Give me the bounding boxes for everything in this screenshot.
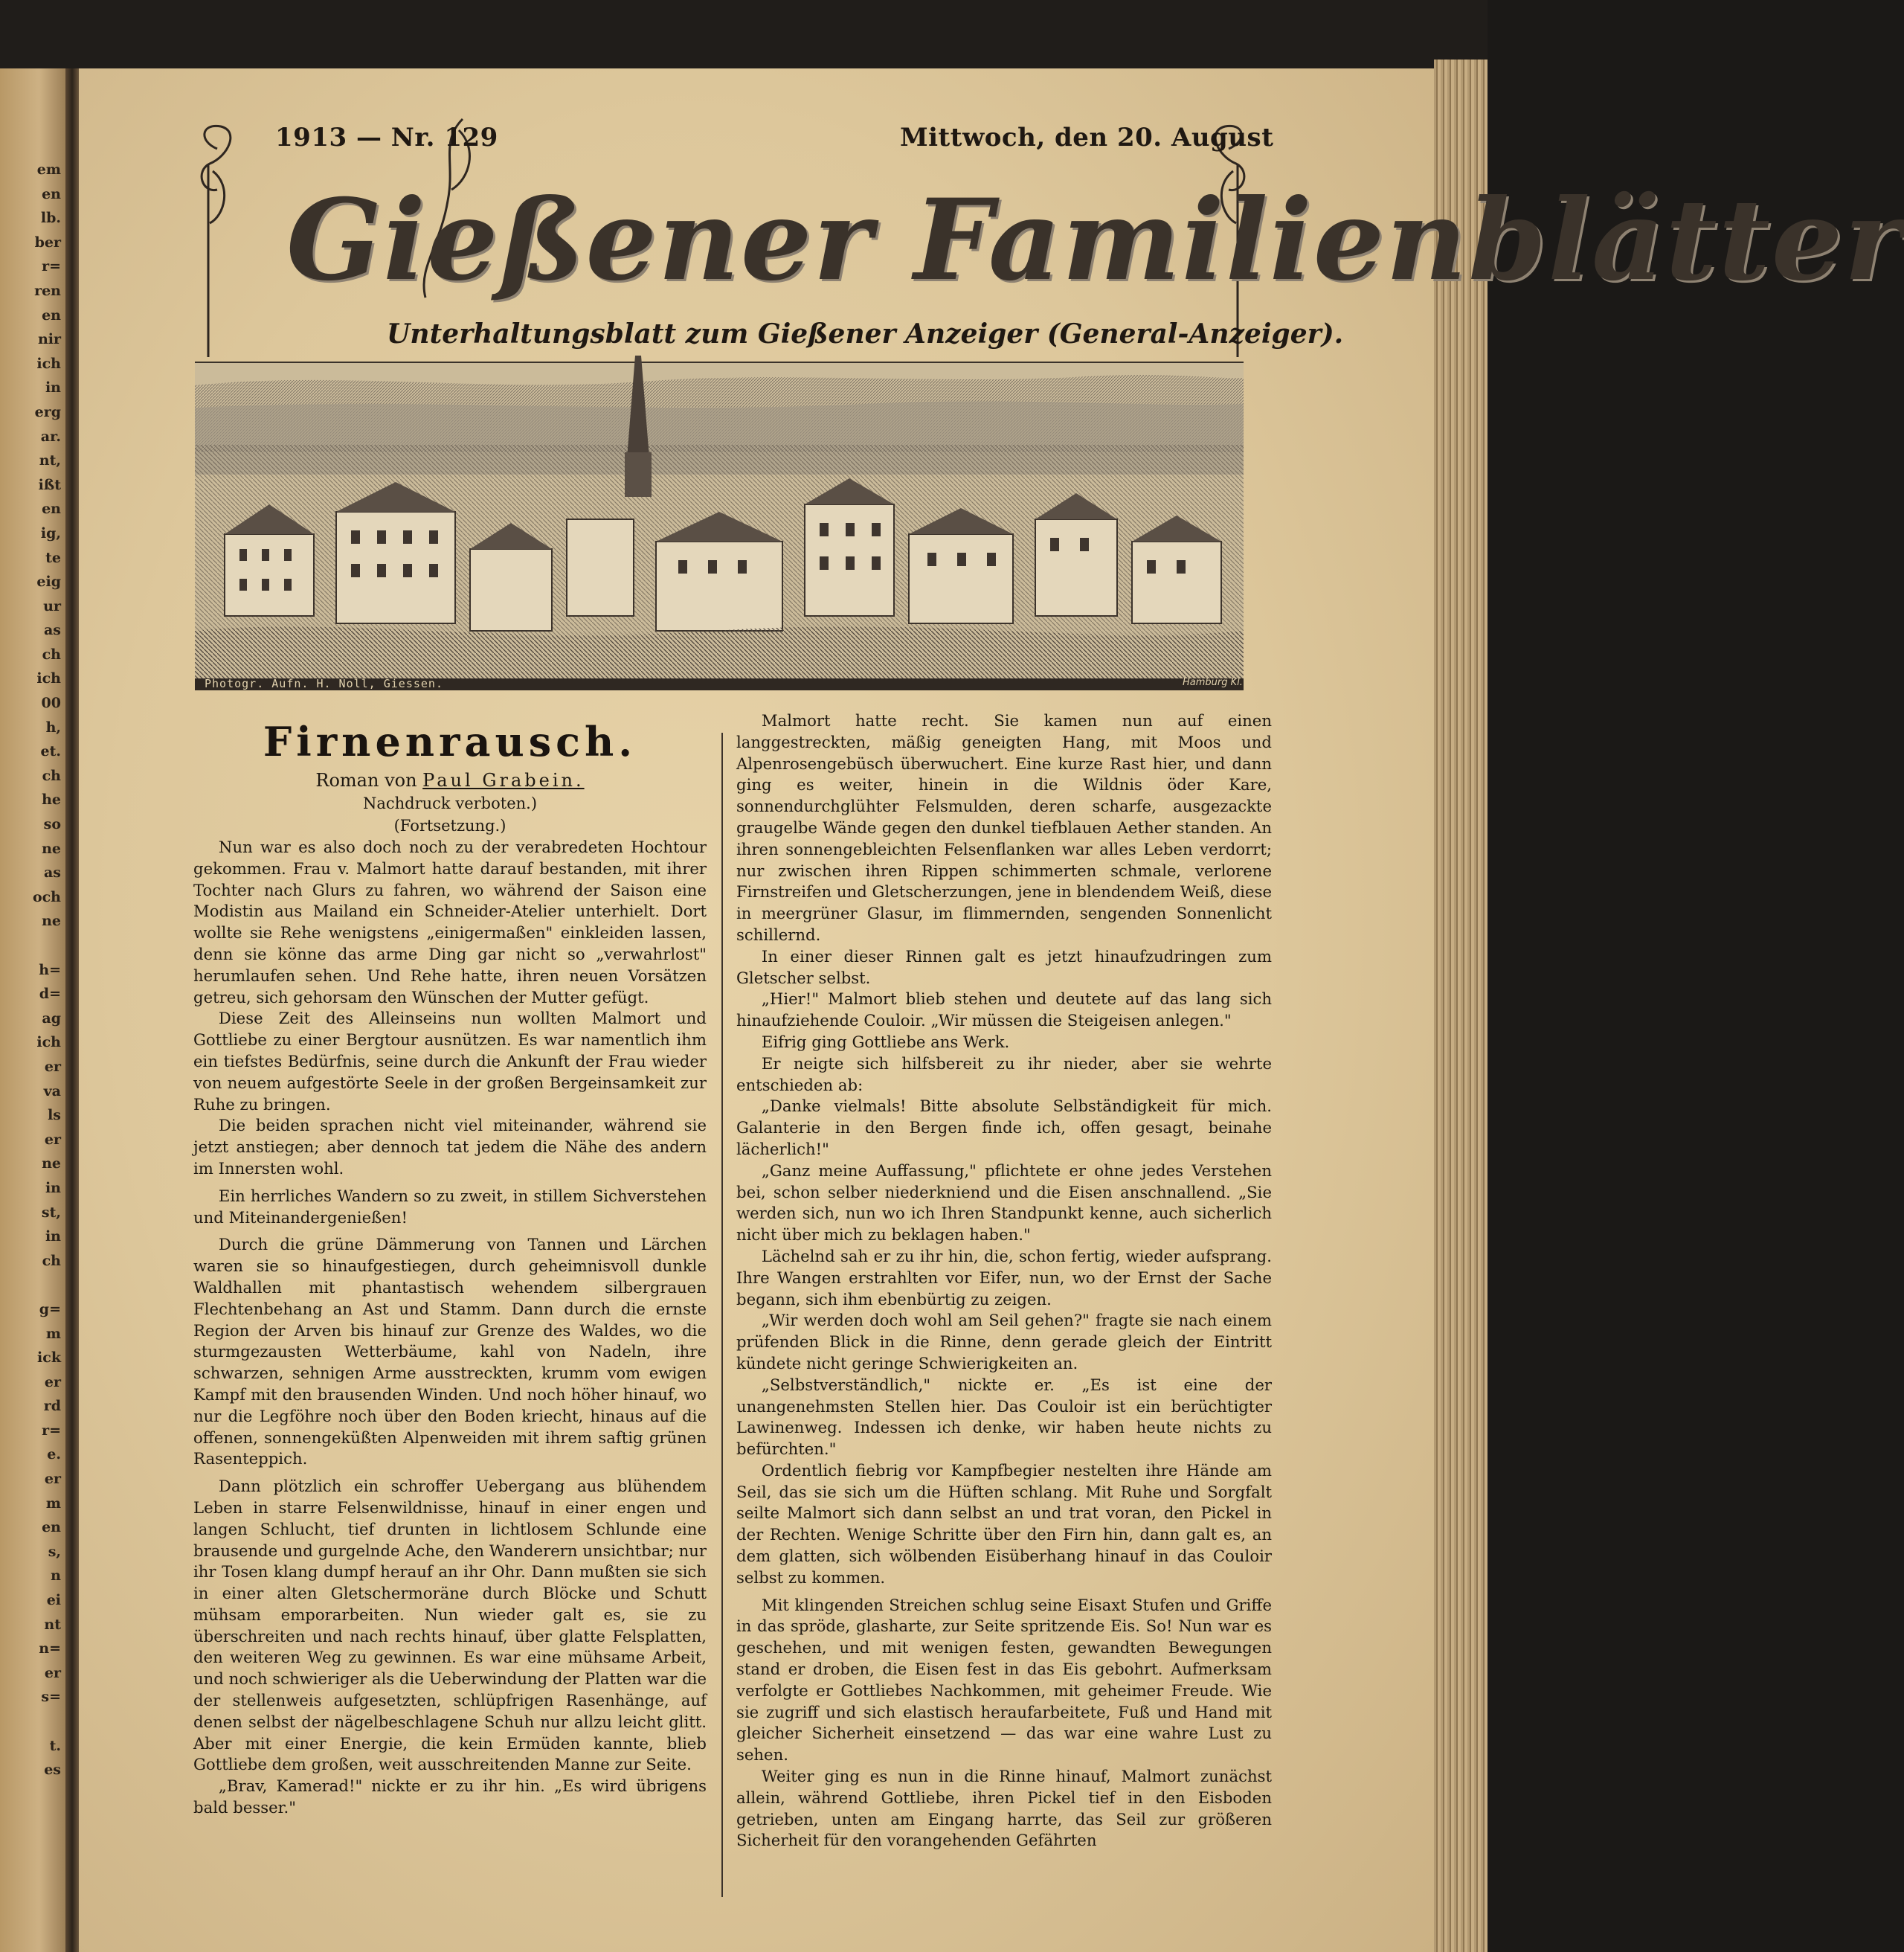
left-page-fragment: ick [37, 1349, 61, 1367]
left-page-fragment: ren [34, 282, 61, 299]
town-panorama-drawing [195, 363, 1244, 681]
left-page-fragment: rd [43, 1398, 61, 1415]
left-page-fragment: g= [39, 1300, 61, 1317]
paragraph: Ein herrliches Wandern so zu zweit, in stillem Sichverstehen und Miteinandergenießen! [193, 1186, 707, 1227]
left-page-fragment: 00 [41, 695, 61, 712]
left-page-fragment: r= [42, 258, 61, 275]
left-page-fragment: ag [42, 1009, 61, 1027]
left-page-fragment: e. [47, 1446, 61, 1463]
newspaper-title: Gießener Familienblätter [286, 175, 1904, 306]
photo-credit: Photogr. Aufn. H. Noll, Giessen. [205, 677, 443, 690]
left-page-fragment [9, 1273, 61, 1297]
left-page-fragment: ch [42, 767, 61, 784]
paragraph: „Brav, Kamerad!" nickte er zu ihr hin. „Es wird übrigens bald besser." [193, 1776, 707, 1817]
left-page-fragment: nir [37, 331, 61, 348]
paragraph: „Hier!" Malmort blieb stehen und deutete auf das lang sich hinaufziehende Couloir. „Wir müssen die Steigeisen anlegen." [736, 989, 1272, 1030]
article-title: Firnenrausch. [263, 718, 637, 765]
left-page-fragment: in [45, 1228, 61, 1245]
left-page-fragment: h= [39, 961, 61, 978]
article-column-left [193, 710, 707, 1819]
left-page-fragment: erg [34, 403, 61, 420]
left-page-fragment: er [44, 1664, 61, 1681]
engraver-credit: Hamburg Kl. [1183, 677, 1243, 688]
left-page-fragment [9, 934, 61, 958]
left-page-fragment: ißt [38, 476, 61, 493]
book-gutter [65, 68, 79, 1952]
left-page-fragment: r= [42, 1422, 61, 1439]
newspaper-subtitle: Unterhaltungsblatt zum Gießener Anzeiger (General-Anzeiger). [387, 318, 1344, 350]
left-page-fragment: ich [36, 670, 61, 687]
left-page-fragment: eig [36, 574, 61, 591]
left-page-fragment: in [45, 1179, 61, 1196]
left-page-fragment: t. [49, 1737, 61, 1754]
left-page-fragment: en [42, 306, 61, 324]
left-page-fragment: te [45, 549, 61, 566]
paragraph: Die beiden sprachen nicht viel miteinander, während sie jetzt anstiegen; aber dennoch tat jedem die Nähe des andern im Innersten wohl. [193, 1116, 707, 1178]
left-page-fragment: er [44, 1373, 61, 1390]
left-page-fragment: ich [36, 355, 61, 372]
paragraph: „Danke vielmals! Bitte absolute Selbständigkeit für mich. Galanterie in den Bergen finde ich, offen gesagt, beinahe lächerlich!" [736, 1097, 1272, 1158]
continuation-note: (Fortsetzung.) [393, 817, 506, 835]
paragraph: Nun war es also doch noch zu der verabredeten Hochtour gekommen. Frau v. Malmort hatte darauf bestanden, mit ihrer Tochter nach Glurs zu fahren, wo während der Saison eine Modistin aus Mailand ein Schneider-Atelier unterhielt. Dort wollte sie Rehe wenigstens „einigermaßen" einkleiden lassen, denn sie könne das arme Ding gar nicht so „verwahrlost" herumlaufen sehen. Und Rehe hatte, ihren neuen Vorsätzen getreu, sich gehorsam den Wünschen der Mutter gefügt. [193, 838, 707, 1006]
left-page-fragment: h, [45, 719, 61, 736]
article-column-right [736, 710, 1272, 1852]
left-page-fragment: och [32, 888, 61, 905]
article-byline [193, 768, 707, 792]
issue-number: 1913 — Nr. 129 [275, 123, 498, 152]
left-page-fragment: so [43, 816, 61, 833]
paragraph: „Selbstverständlich," nickte er. „Es ist eine der unangenehmsten Stellen hier. Das Couloir ist ein berüchtigter Lawinenweg. Indessen ich denke, wir haben heute nichts zu befürchten." [736, 1375, 1272, 1459]
left-page-fragment: lb. [40, 210, 61, 227]
left-page-fragment: in [45, 379, 61, 396]
paragraph: Ordentlich fiebrig vor Kampfbegier nestelten ihre Hände am Seil, das sie sich um die Hüften schlang. Mit Ruhe und Sorgfalt seilte Malmort sich dann selbst an und trat voran, den Pickel in der Rechten. Wenige Schritte über den Firn hin, dann galt es, an dem glatten, sich wölbenden Eisüberhang hinauf in das Couloir selbst zu kommen. [736, 1460, 1272, 1587]
left-page-fragment: er [44, 1058, 61, 1075]
paragraph: Eifrig ging Gottliebe ans Werk. [761, 1032, 1010, 1051]
copyright-note: Nachdruck verboten.) [362, 794, 538, 812]
paragraph: Er neigte sich hilfsbereit zu ihr nieder, aber sie wehrte entschieden ab: [736, 1053, 1272, 1094]
byline-prefix: Roman von [315, 770, 417, 791]
left-page-edge [0, 68, 65, 1952]
left-page-fragment: en [42, 1519, 61, 1536]
left-page-fragment: es [44, 1762, 61, 1779]
left-page-fragment: nt [44, 1616, 61, 1633]
left-page-fragment: nt, [39, 452, 61, 469]
left-page-fragment: ls [48, 1107, 61, 1124]
paragraph: Weiter ging es nun in die Rinne hinauf, Malmort zunächst allein, während Gottliebe, ihren Pickel tief in den Eisboden getrieben, unten am Eingang harrte, das Seil zur größeren Sicherheit für den vorangehenden Gefährten [736, 1767, 1272, 1850]
paragraph: Durch die grüne Dämmerung von Tannen und Lärchen waren sie so hinaufgestiegen, durch geheimnisvoll dunkle Waldhallen mit phantastisch wehendem silbergrauen Flechtenbehang an Ast und Stamm. Dann durch die ernste Region der Arven bis hinauf zur Grenze des Waldes, wo die sturmgezausten Wetterbäume, kahl von Nadeln, ihre schwarzen, sehnigen Arme ausstreckten, krumm vom ewigen Kampf mit den brausenden Winden. Und noch höher hinauf, wo nur die Legföhre noch über den Boden kriecht, hinaus auf die offenen, sonnengeküßten Alpenweiden mit ihrem saftig grünen Rasenteppich. [193, 1235, 707, 1468]
left-page-fragment [9, 1709, 61, 1734]
left-page-fragment: ei [46, 1592, 61, 1609]
paragraph: In einer dieser Rinnen galt es jetzt hinaufzudringen zum Gletscher selbst. [736, 946, 1272, 987]
left-page-fragment: er [44, 1471, 61, 1488]
paragraph: Diese Zeit des Alleinseins nun wollten Malmort und Gottliebe zu einer Bergtour ausnützen. Es war namentlich ihm ein tiefstes Bedürfnis, seine durch die Ankunft der Frau wieder von neuem aufgestörte Seele in der großen Bergeinsamkeit zur Ruhe zu bringen. [193, 1009, 707, 1114]
left-page-fragment: et. [40, 743, 61, 760]
left-page-fragment: va [43, 1082, 61, 1099]
scan-background [0, 0, 1488, 68]
left-page-fragment: en [42, 185, 61, 202]
left-page-fragment: he [42, 792, 61, 809]
left-page-fragment: em [36, 161, 61, 178]
left-page-fragment: st, [41, 1204, 61, 1221]
left-page-fragment: ch [42, 1252, 61, 1269]
left-page-fragment: ne [42, 1155, 61, 1172]
left-page-fragment: n= [39, 1640, 61, 1657]
left-page-fragment: n [51, 1567, 61, 1585]
masthead [234, 164, 1904, 342]
left-page-fragment: s= [41, 1689, 61, 1706]
left-page-text-fragments [9, 158, 61, 1782]
author-name: Paul Grabein. [422, 770, 585, 791]
paragraph: Lächelnd sah er zu ihr hin, die, schon fertig, wieder aufsprang. Ihre Wangen erstrahlten vor Eifer, nun, wo der Ernst der Sache begann, sich ihm ebenbürtig zu zeigen. [736, 1246, 1272, 1309]
column-rule [721, 733, 723, 1897]
left-page-fragment: ne [42, 913, 61, 930]
left-page-fragment: as [43, 864, 61, 882]
left-page-fragment: ar. [40, 428, 61, 445]
left-page-fragment: d= [39, 986, 61, 1003]
left-page-fragment: m [45, 1494, 61, 1512]
left-page-fragment: s, [48, 1543, 61, 1560]
town-panorama-illustration [195, 362, 1244, 685]
left-page-fragment: ig, [40, 524, 61, 542]
paragraph: „Ganz meine Auffassung," pflichtete er ohne jedes Verstehen bei, schon selber niederkniend und die Eisen anschnallend. „Sie werden sich, nun wo ich Ihren Standpunkt kenne, auch sicherlich nicht über mich zu beklagen haben." [736, 1160, 1272, 1245]
paragraph: Mit klingenden Streichen schlug seine Eisaxt Stufen und Griffe in das spröde, glasharte, zur Seite spritzende Eis. So! Nun war es geschehen, und mit wenigen festen, gewandten Bewegungen stand er droben, die Eisen fest in das Eis gebohrt. Aufmerksam verfolgte er Gottliebes Nachkommen, mit geheimer Freude. Wie sie zugriff und sich elastisch heraufarbeitete, Fuß und Hand mit gleicher Sicherheit einsetzend — das war eine wahre Lust zu sehen. [736, 1595, 1272, 1765]
paragraph: Dann plötzlich ein schroffer Uebergang aus blühendem Leben in starre Felsenwildnisse, hinauf in einer engen und langen Schlucht, tief drunten in lichtlosem Schlunde eine brausende und gurgelnde Ache, den Wanderern unsichtbar; nur ihr Tosen klang dumpf herauf an ihr Ohr. Dann mußten sie sich in einer alten Gletschermoräne durch Blöcke und Schutt mühsam emporarbeiten. Nun wieder galt es, sie zu überschreiten und nach rechts hinauf, über glatte Felsplatten, den weiteren Weg zu gewinnen. Es war eine mühsame Arbeit, und noch schwieriger als die Ueberwindung der Platten war die der stellenweis aufgesetzten, schlüpfrigen Rasenhänge, auf denen selbst der nägelbeschlagene Schuh nur allzu leicht glitt. Aber mit einer Energie, die kein Ermüden kannte, blieb Gottliebe dem großen, weit ausschreitenden Manne zur Seite. [193, 1477, 707, 1774]
left-page-fragment: er [44, 1131, 61, 1148]
left-page-fragment: as [43, 622, 61, 639]
left-page-fragment: m [45, 1325, 61, 1342]
left-page-fragment: ne [42, 840, 61, 857]
left-page-fragment: ur [43, 597, 61, 614]
paragraph: „Wir werden doch wohl am Seil gehen?" fragte sie nach einem prüfenden Blick in die Rinne, denn gerade gleich der Eintritt kündete nicht geringe Schwierigkeiten an. [736, 1311, 1272, 1372]
left-page-fragment: ich [36, 1034, 61, 1051]
left-page-fragment: ber [34, 234, 61, 251]
left-page-fragment: ch [42, 646, 61, 663]
paragraph: Malmort hatte recht. Sie kamen nun auf einen langgestreckten, mäßig geneigten Hang, mit Moos und Alpenrosengebüsch überwuchert. Eine kurze Rast hier, und dann ging es weiter, hinein in die Wildnis öder Kare, sonnendurchglühter Felsmulden, deren scharfe, ausgezackte graugelbe Wände gegen den dunkel tiefblauen Aether standen. An ihren sonnengebleichten Felsenflanken war alles Leben verdorrt; nur zwischen ihren Rippen schimmerten schmale, verlorene Firnstreifen und Gletscherzungen, jene in blendendem Weiß, diese in meergrüner Glasur, im flimmernden, sengenden Sonnenlicht schillernd. [736, 711, 1272, 944]
left-page-fragment: en [42, 501, 61, 518]
stacked-page-edges [1434, 60, 1488, 1952]
issue-date: Mittwoch, den 20. August [900, 123, 1274, 152]
